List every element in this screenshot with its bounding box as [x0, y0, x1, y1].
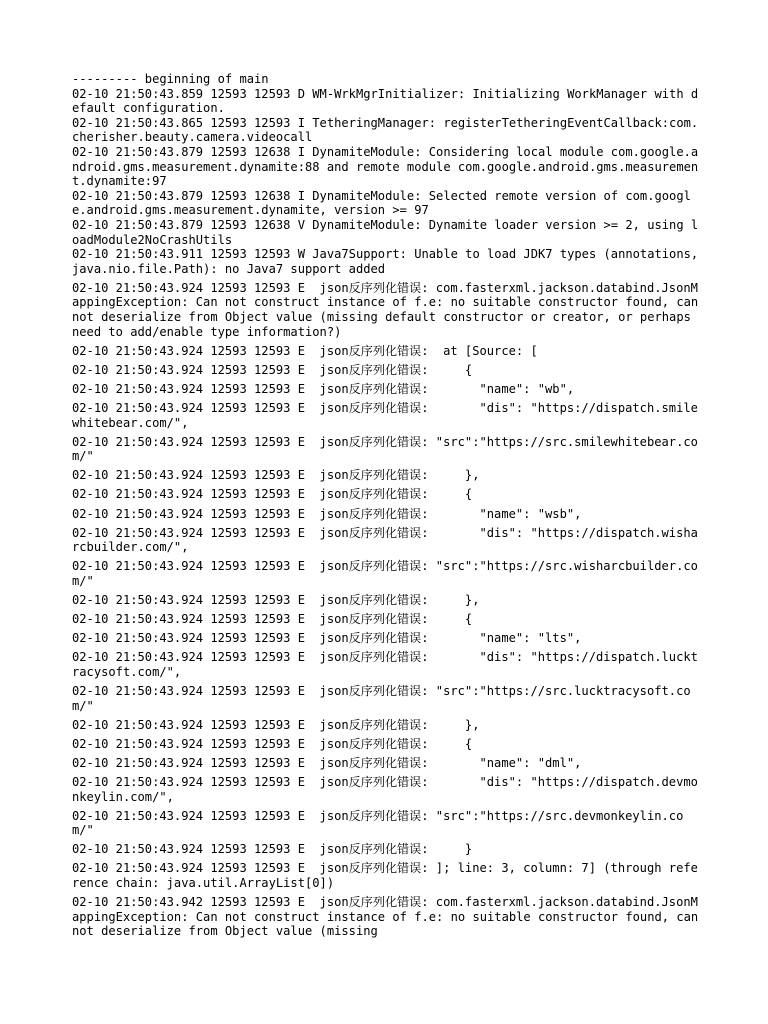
- log-line: 02-10 21:50:43.924 12593 12593 E json反序列化错误: com.fasterxml.jackson.databind.JsonMappingException: Can not construct instance of f.e: no suitable constructor found, can not deserialize from Object value (missing default constructor or creator, or perhaps need to add/enable type information?): [72, 280, 706, 339]
- log-line: 02-10 21:50:43.879 12593 12638 V DynamiteModule: Dynamite loader version >= 2, using loadModule2NoCrashUtils: [72, 217, 699, 247]
- log-line: 02-10 21:50:43.911 12593 12593 W Java7Support: Unable to load JDK7 types (annotations, java.nio.file.Path): no Java7 support added: [72, 247, 706, 276]
- log-line: 02-10 21:50:43.924 12593 12593 E json反序列化错误: "src":"https://src.smilewhitebear.com/": [72, 434, 698, 464]
- log-line: 02-10 21:50:43.924 12593 12593 E json反序列化错误: ]; line: 3, column: 7] (through reference chain: java.util.ArrayList[0]): [72, 861, 698, 890]
- log-line: 02-10 21:50:43.924 12593 12593 E json反序列化错误: "name": "wb",: [72, 381, 575, 396]
- log-line: 02-10 21:50:43.924 12593 12593 E json反序列化错误: "name": "wsb",: [72, 506, 582, 521]
- log-line: 02-10 21:50:43.924 12593 12593 E json反序列化错误: },: [72, 593, 480, 607]
- log-line: 02-10 21:50:43.924 12593 12593 E json反序列化错误: "dis": "https://dispatch.smilewhitebear.com/",: [72, 400, 698, 430]
- log-line: 02-10 21:50:43.924 12593 12593 E json反序列化错误: "dis": "https://dispatch.lucktracysoft.com/",: [72, 650, 698, 679]
- log-line: 02-10 21:50:43.924 12593 12593 E json反序列化错误: "src":"https://src.wisharcbuilder.com/": [72, 559, 698, 588]
- log-line: 02-10 21:50:43.865 12593 12593 I TetheringManager: registerTetheringEventCallback:com.cherisher.beauty.camera.videocall: [72, 115, 699, 145]
- log-line: 02-10 21:50:43.924 12593 12593 E json反序列化错误: }: [72, 842, 473, 857]
- log-line: 02-10 21:50:43.924 12593 12593 E json反序列化错误: "src":"https://src.lucktracysoft.com/": [72, 683, 691, 713]
- log-line: 02-10 21:50:43.924 12593 12593 E json反序列化错误: "dis": "https://dispatch.wisharcbuilder.com/",: [72, 525, 698, 555]
- log-line: 02-10 21:50:43.924 12593 12593 E json反序列化错误: {: [72, 612, 473, 627]
- log-line: 02-10 21:50:43.924 12593 12593 E json反序列化错误: at [Source: [: [72, 343, 538, 358]
- log-line: 02-10 21:50:43.924 12593 12593 E json反序列化错误: {: [72, 362, 473, 377]
- log-line: 02-10 21:50:43.859 12593 12593 D WM-WrkMgrInitializer: Initializing WorkManager with default configuration.: [72, 86, 699, 116]
- log-line: 02-10 21:50:43.924 12593 12593 E json反序列化错误: },: [72, 468, 480, 483]
- log-line: 02-10 21:50:43.924 12593 12593 E json反序列化错误: {: [72, 736, 473, 751]
- log-line: 02-10 21:50:43.879 12593 12638 I DynamiteModule: Selected remote version of com.google.android.gms.measurement.dynamite, version >= 97: [72, 188, 691, 218]
- log-line: 02-10 21:50:43.924 12593 12593 E json反序列化错误: "name": "lts",: [72, 631, 582, 646]
- log-page: [72, 72, 706, 939]
- log-line: 02-10 21:50:43.924 12593 12593 E json反序列化错误: },: [72, 717, 480, 732]
- log-line: 02-10 21:50:43.924 12593 12593 E json反序列化错误: "name": "dml",: [72, 755, 582, 770]
- log-line: 02-10 21:50:43.924 12593 12593 E json反序列化错误: {: [72, 487, 473, 502]
- log-line: 02-10 21:50:43.924 12593 12593 E json反序列化错误: "dis": "https://dispatch.devmonkeylin.com/",: [72, 774, 698, 804]
- log-line: 02-10 21:50:43.879 12593 12638 I DynamiteModule: Considering local module com.google.android.gms.measurement.dynamite:88 and remote module com.google.android.gms.measurement.dynamite:97: [72, 144, 699, 189]
- log-line: 02-10 21:50:43.942 12593 12593 E json反序列化错误: com.fasterxml.jackson.databind.JsonMappingException: Can not construct instance of f.e: no suitable constructor found, can not deserialize from Object value (missing: [72, 895, 706, 939]
- log-line: --------- beginning of main: [72, 72, 269, 86]
- log-line: 02-10 21:50:43.924 12593 12593 E json反序列化错误: "src":"https://src.devmonkeylin.com/": [72, 808, 684, 838]
